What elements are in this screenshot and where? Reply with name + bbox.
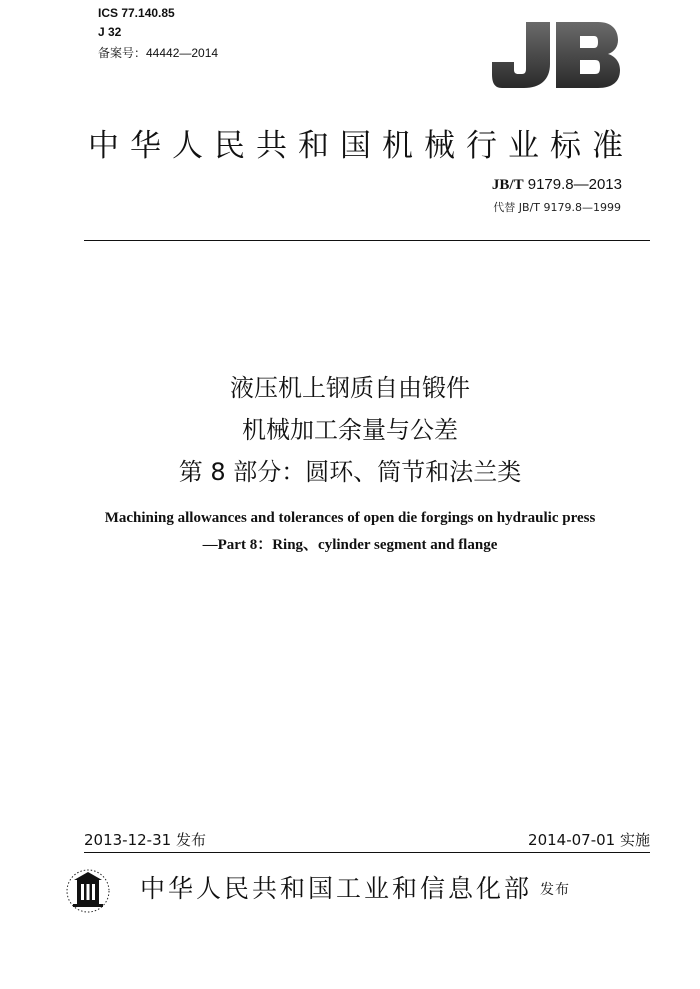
title-zh-line-1: 液压机上钢质自由锻件 (230, 374, 470, 402)
jb-logo (492, 18, 620, 90)
replaces-standard: 代替 JB/T 9179.8—1999 (493, 201, 621, 214)
ccs-code: J 32 (98, 25, 122, 39)
record-number: 备案号：44442—2014 (98, 46, 219, 60)
ministry-emblem-icon (60, 866, 116, 916)
implementation-date: 2014-07-01 实施 (528, 831, 650, 849)
publisher (140, 869, 570, 905)
standard-prefix: JB/T (491, 177, 524, 193)
publisher-name: 中华人民共和国工业和信息化部 (140, 874, 533, 903)
ics-code: ICS 77.140.85 (98, 6, 175, 20)
issue-date: 2013-12-31 发布 (84, 831, 206, 849)
top-rule (84, 240, 650, 241)
title-en-line-2: —Part 8：Ring、cylinder segment and flange (202, 537, 498, 553)
publisher-action: 发布 (540, 882, 571, 898)
standard-category-title: 中华人民共和国机械行业标准 (88, 128, 634, 164)
standard-number-value: 9179.8—2013 (523, 176, 622, 193)
title-zh-line-3: 第 8 部分：圆环、筒节和法兰类 (178, 458, 522, 486)
title-en-line-1: Machining allowances and tolerances of open die forgings on hydraulic press (104, 510, 596, 526)
bottom-rule (84, 852, 650, 853)
standard-number (492, 176, 622, 194)
title-zh-line-2: 机械加工余量与公差 (242, 416, 458, 444)
